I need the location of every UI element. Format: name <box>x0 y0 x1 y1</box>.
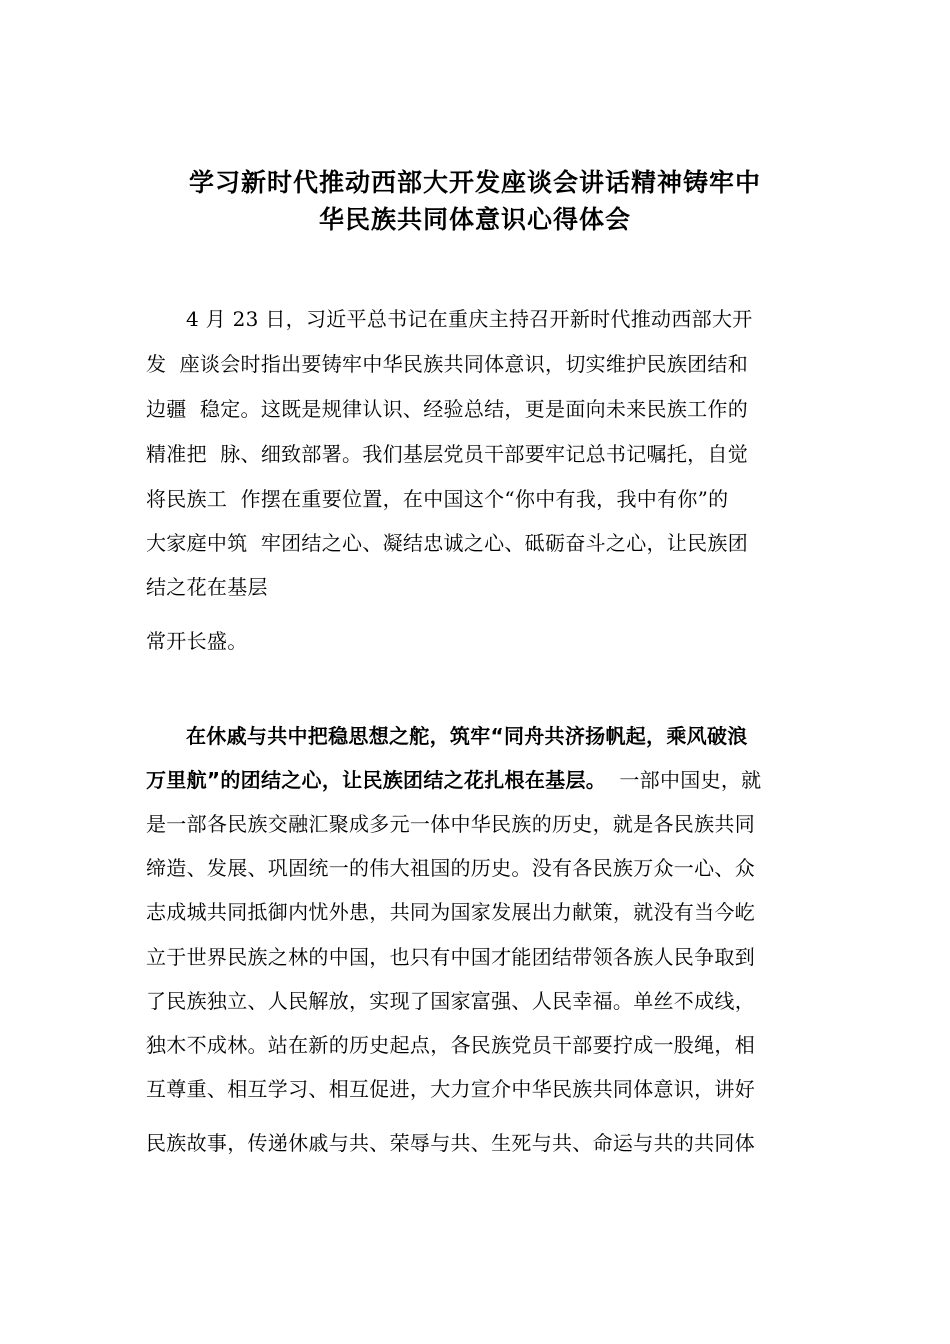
paragraph-2-line: 互尊重、相互学习、相互促进，大力宣介中华民族共同体意识，讲好 <box>146 1077 755 1101</box>
paragraph-2-line: 了民族独立、人民解放，实现了国家富强、人民幸福。单丝不成线， <box>146 989 755 1013</box>
paragraph-1-line: 精准把 脉、细致部署。我们基层党员干部要牢记总书记嘱托，自觉 <box>146 442 749 466</box>
paragraph-1-line: 常开长盛。 <box>146 629 248 653</box>
paragraph-1-line: 结之花在基层 <box>146 575 268 599</box>
paragraph-1-line: 大家庭中筑 牢团结之心、凝结忠诚之心、砥砺奋斗之心，让民族团 <box>146 531 749 555</box>
paragraph-1-line: 将民族工 作摆在重要位置，在中国这个“你中有我，我中有你”的 <box>146 487 729 511</box>
paragraph-2-line: 立于世界民族之林的中国，也只有中国才能团结带领各族人民争取到 <box>146 945 755 969</box>
paragraph-2-line: 是一部各民族交融汇聚成多元一体中华民族的历史，就是各民族共同 <box>146 812 755 836</box>
document-title-line-2: 华民族共同体意识心得体会 <box>318 205 631 234</box>
paragraph-2-line: 缔造、发展、巩固统一的伟大祖国的历史。没有各民族万众一心、众 <box>146 856 755 880</box>
paragraph-2-line-text: 一部中国史，就 <box>619 768 762 792</box>
paragraph-2-line: 民族故事，传递休戚与共、荣辱与共、生死与共、命运与共的共同体 <box>146 1131 755 1155</box>
paragraph-2-line <box>146 765 761 795</box>
paragraph-2-heading-tail: 万里航”的团结之心，让民族团结之花扎根在基层。 <box>146 768 607 792</box>
document-title-line-1: 学习新时代推动西部大开发座谈会讲话精神铸牢中 <box>188 168 761 197</box>
paragraph-2-heading-line: 在休戚与共中把稳思想之舵，筑牢“同舟共济扬帆起，乘风破浪 <box>186 724 748 748</box>
paragraph-1-line: 发 座谈会时指出要铸牢中华民族共同体意识，切实维护民族团结和 <box>146 352 749 376</box>
paragraph-1-line: 4 月 23 日，习近平总书记在重庆主持召开新时代推动西部大开 <box>186 307 753 331</box>
paragraph-1-line: 边疆 稳定。这既是规律认识、经验总结，更是面向未来民族工作的 <box>146 397 749 421</box>
paragraph-2-line-text <box>606 768 619 792</box>
paragraph-2-line: 独木不成林。站在新的历史起点，各民族党员干部要拧成一股绳，相 <box>146 1033 755 1057</box>
paragraph-2-line: 志成城共同抵御内忧外患，共同为国家发展出力献策，就没有当今屹 <box>146 900 755 924</box>
